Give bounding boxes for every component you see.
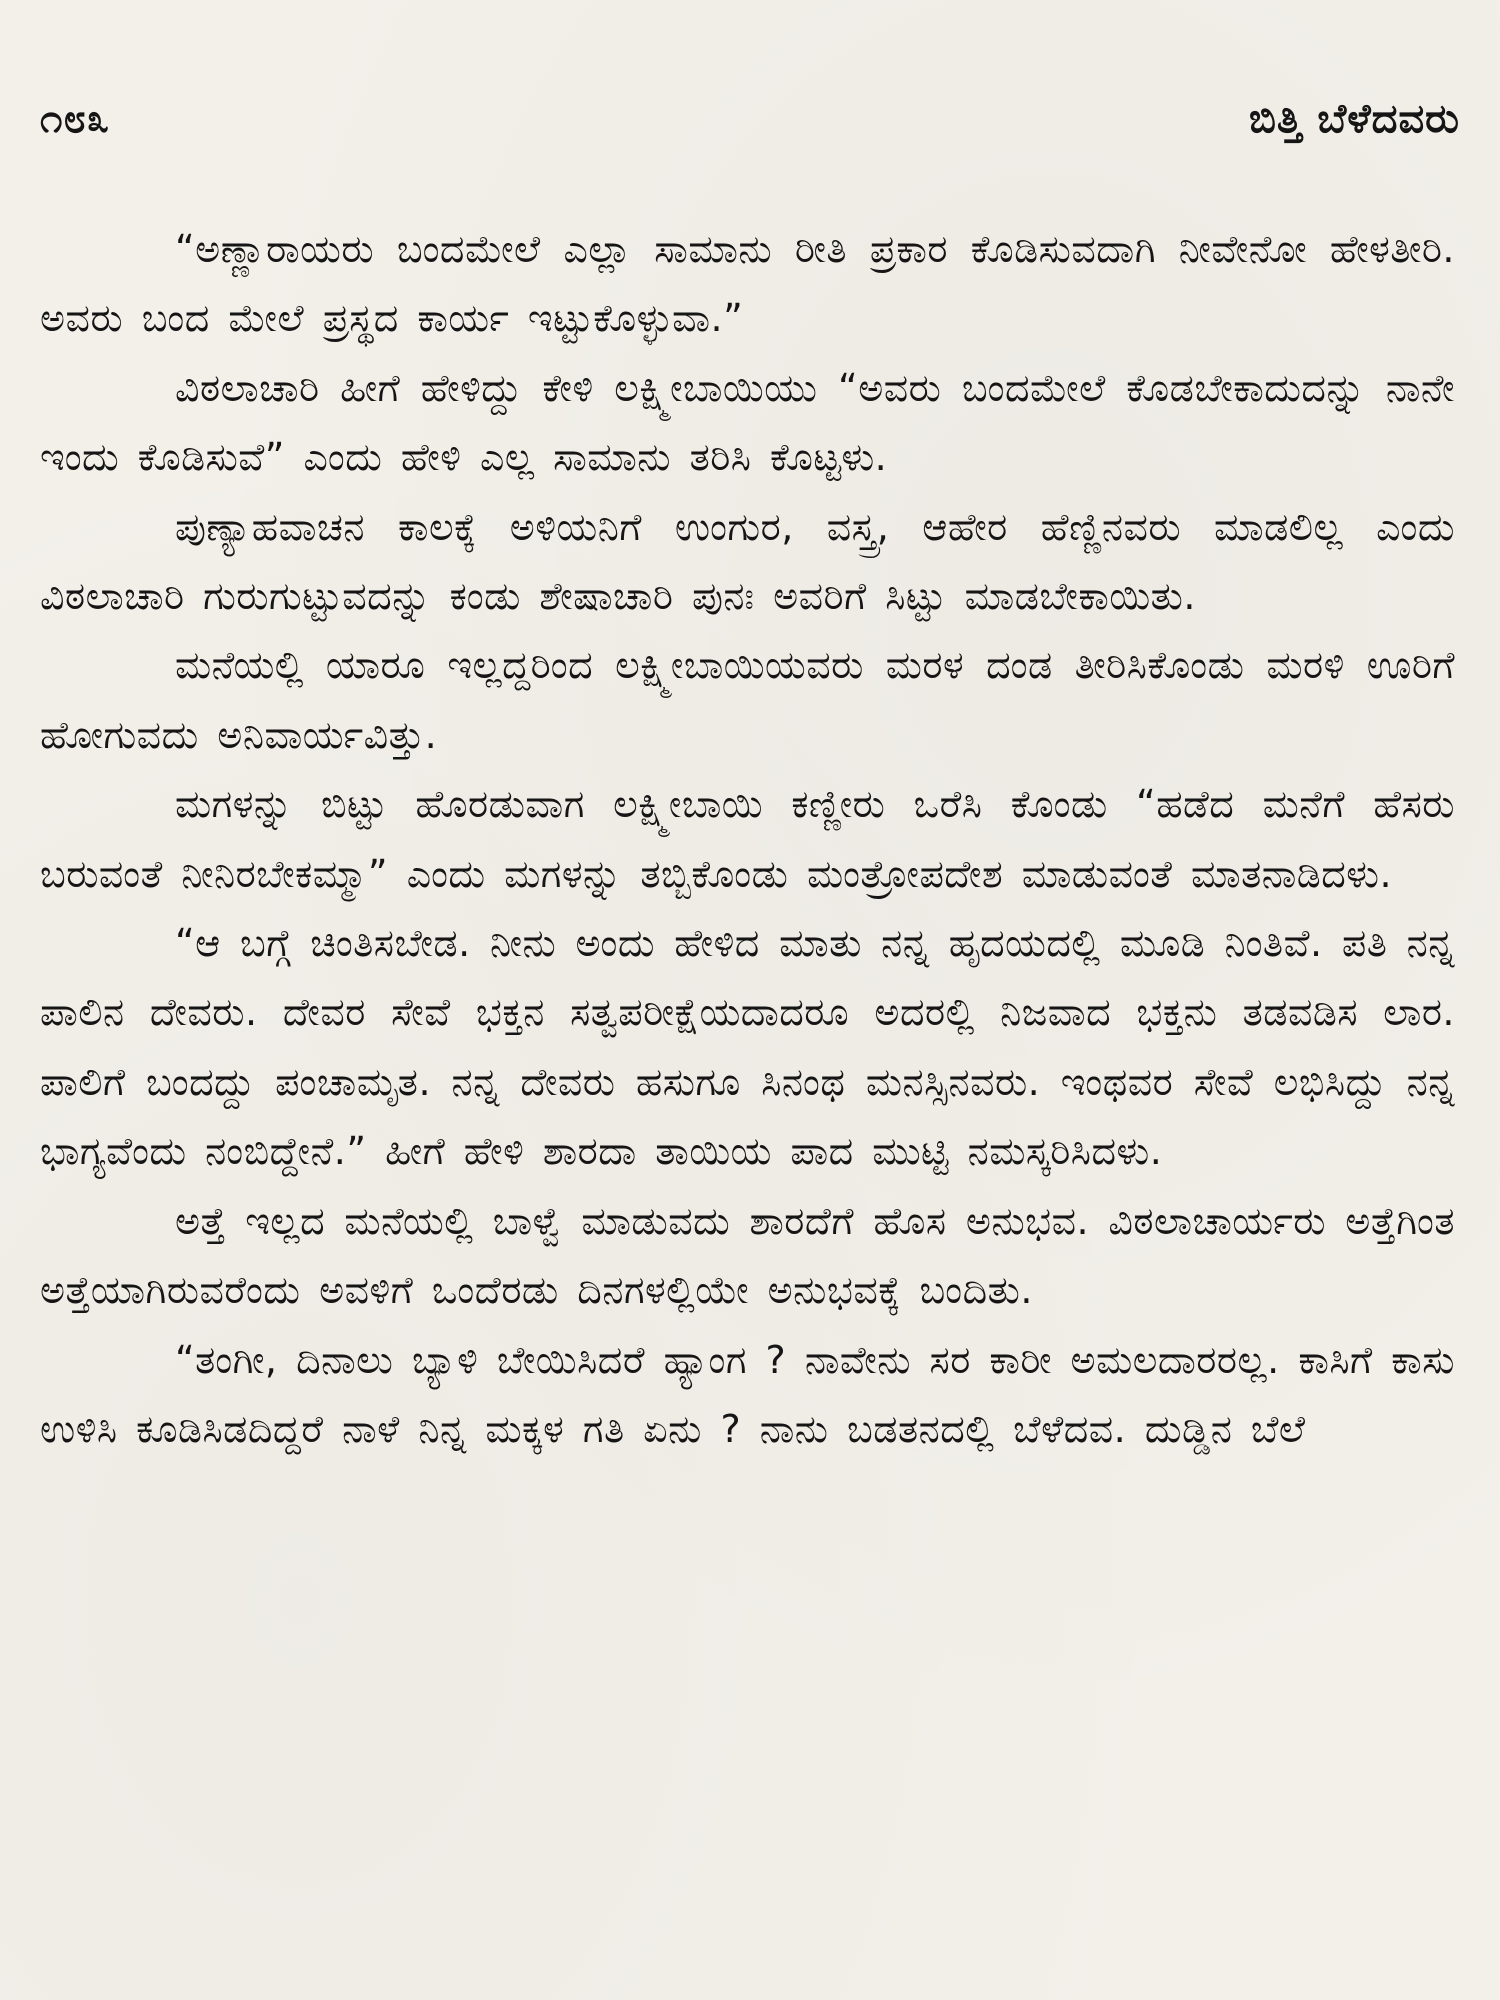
paragraph: “ಅಣ್ಣಾರಾಯರು ಬಂದಮೇಲೆ ಎಲ್ಲಾ ಸಾಮಾನು ರೀತಿ ಪ್ರಕಾರ ಕೊಡಿಸುವದಾಗಿ ನೀವೇನೋ ಹೇಳತೀರಿ. ಅವರು ಬಂದ ಮೇಲೆ ಪ್ರಸ್ಥದ ಕಾರ್ಯ ಇಟ್ಟುಕೊಳ್ಳುವಾ.” [40,227,1455,341]
paragraph: “ತಂಗೀ, ದಿನಾಲು ಬ್ಯಾಳಿ ಬೇಯಿಸಿದರೆ ಹ್ಯಾಂಗ ? ನಾವೇನು ಸರ ಕಾರೀ ಅಮಲದಾರರಲ್ಲ. ಕಾಸಿಗೆ ಕಾಸು ಉಳಿಸಿ ಕೂಡಿಸಿಡದಿದ್ದರೆ ನಾಳೆ ನಿನ್ನ ಮಕ್ಕಳ ಗತಿ ಏನು ? ನಾನು ಬಡತನದಲ್ಲಿ ಬೆಳೆದವ. ದುಡ್ಡಿನ ಬೆಲೆ [40,1337,1455,1451]
body-text [40,215,1455,1464]
paragraph: ಅತ್ತೆ ಇಲ್ಲದ ಮನೆಯಲ್ಲಿ ಬಾಳ್ವೆ ಮಾಡುವದು ಶಾರದೆಗೆ ಹೊಸ ಅನುಭವ. ವಿಠಲಾಚಾರ್ಯರು ಅತ್ತೆಗಿಂತ ಅತ್ತೆಯಾಗಿರುವರೆಂದು ಅವಳಿಗೆ ಒಂದೆರಡು ದಿನಗಳಲ್ಲಿಯೇ ಅನುಭವಕ್ಕೆ ಬಂದಿತು. [40,1198,1455,1313]
page-header [40,96,1460,156]
paragraph: ಮನೆಯಲ್ಲಿ ಯಾರೂ ಇಲ್ಲದ್ದರಿಂದ ಲಕ್ಷ್ಮೀಬಾಯಿಯವರು ಮರಳ ದಂಡ ತೀರಿಸಿಕೊಂಡು ಮರಳಿ ಊರಿಗೆ ಹೋಗುವದು ಅನಿವಾರ್ಯವಿತ್ತು. [40,643,1455,757]
page-number: ೧೮೩ [40,96,111,142]
running-title: ಬಿತ್ತಿ ಬೆಳೆದವರು [1248,96,1460,142]
paragraph: ಮಗಳನ್ನು ಬಿಟ್ಟು ಹೊರಡುವಾಗ ಲಕ್ಷ್ಮೀಬಾಯಿ ಕಣ್ಣೀರು ಒರೆಸಿ ಕೊಂಡು “ಹಡೆದ ಮನೆಗೆ ಹೆಸರು ಬರುವಂತೆ ನೀನಿರಬೇಕಮ್ಮಾ” ಎಂದು ಮಗಳನ್ನು ತಬ್ಬಿಕೊಂಡು ಮಂತ್ರೋಪದೇಶ ಮಾಡುವಂತೆ ಮಾತನಾಡಿದಳು. [40,782,1455,896]
paragraph: “ಆ ಬಗ್ಗೆ ಚಿಂತಿಸಬೇಡ. ನೀನು ಅಂದು ಹೇಳಿದ ಮಾತು ನನ್ನ ಹೃದಯದಲ್ಲಿ ಮೂಡಿ ನಿಂತಿವೆ. ಪತಿ ನನ್ನ ಪಾಲಿನ ದೇವರು. ದೇವರ ಸೇವೆ ಭಕ್ತನ ಸತ್ವಪರೀಕ್ಷೆಯದಾದರೂ ಅದರಲ್ಲಿ ನಿಜವಾದ ಭಕ್ತನು ತಡವಡಿಸ ಲಾರ. ಪಾಲಿಗೆ ಬಂದದ್ದು ಪಂಚಾಮೃತ. ನನ್ನ ದೇವರು ಹಸುಗೂ ಸಿನಂಥ ಮನಸ್ಸಿನವರು. ಇಂಥವರ ಸೇವೆ ಲಭಿಸಿದ್ದು ನನ್ನ ಭಾಗ್ಯವೆಂದು ನಂಬಿದ್ದೇನೆ.” ಹೀಗೆ ಹೇಳಿ ಶಾರದಾ ತಾಯಿಯ ಪಾದ ಮುಟ್ಟಿ ನಮಸ್ಕರಿಸಿದಳು. [40,921,1455,1174]
paragraph: ಪುಣ್ಯಾಹವಾಚನ ಕಾಲಕ್ಕೆ ಅಳಿಯನಿಗೆ ಉಂಗುರ, ವಸ್ತ್ರ, ಆಹೇರ ಹೆಣ್ಣಿನವರು ಮಾಡಲಿಲ್ಲ ಎಂದು ವಿಠಲಾಚಾರಿ ಗುರುಗುಟ್ಟುವದನ್ನು ಕಂಡು ಶೇಷಾಚಾರಿ ಪುನಃ ಅವರಿಗೆ ಸಿಟ್ಟು ಮಾಡಬೇಕಾಯಿತು. [40,504,1455,619]
paragraph: ವಿಠಲಾಚಾರಿ ಹೀಗೆ ಹೇಳಿದ್ದು ಕೇಳಿ ಲಕ್ಷ್ಮೀಬಾಯಿಯು “ಅವರು ಬಂದಮೇಲೆ ಕೊಡಬೇಕಾದುದನ್ನು ನಾನೇ ಇಂದು ಕೊಡಿಸುವೆ” ಎಂದು ಹೇಳಿ ಎಲ್ಲ ಸಾಮಾನು ತರಿಸಿ ಕೊಟ್ಟಳು. [40,365,1455,480]
